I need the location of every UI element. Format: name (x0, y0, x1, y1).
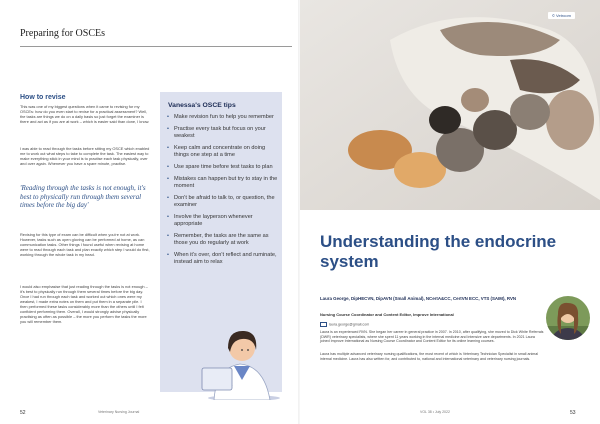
body-paragraph-1: This was one of my biggest questions when it came to revising for my OSCEs: how do you even start to revise for a practical assessment? Well, the tasks are things we do on a daily basis so just forget the examiner is there and act as if you are at work – which is easier said than done, I know. (20, 104, 150, 124)
nurse-illustration (200, 308, 282, 400)
tips-title: Vanessa's OSCE tips (168, 102, 236, 109)
volume-info: VOL 38 • July 2022 (420, 410, 450, 414)
kittens-photo (300, 0, 600, 210)
tip-item: • Practise every task but focus on your weakest (166, 126, 280, 140)
tip-item: • When it's over, don't reflect and ruminate, instead aim to relax (166, 252, 280, 266)
article-headline: Understanding the endocrine system (320, 232, 557, 271)
tip-item: • Mistakes can happen but try to stay in the moment (166, 176, 280, 190)
left-page-number: 52 (20, 410, 26, 416)
author-email[interactable] (320, 322, 369, 327)
tip-item: • Make revision fun to help you remember (166, 114, 280, 121)
journal-name: Veterinary Nursing Journal (98, 410, 140, 414)
tips-list (166, 114, 280, 271)
how-to-heading: How to revise (20, 94, 66, 101)
author-line: Laura George, DipHECVN, DipAVN (Small Animal), NCertA&CC, CertVN ECC, VTS (SAIM), RVN (320, 296, 517, 301)
bio-paragraph-2: Laura has multiple advanced veterinary nursing qualifications, the most recent of which is Veterinary Technician Specialist in small animal internal medicine. Laura has also written for, and contributed to, national and international veterinary and veterinary nursing journals. (320, 352, 539, 361)
right-page (300, 0, 600, 424)
bio-paragraph-1: Laura is an experienced RVN. She began her career in general practice in 2007. In 2010, after qualifying, she moved to Dick White Referrals (DWR) veterinary specialists, where she spent 11 years working in the internal medicine and intensive care departments. In 2021 Laura joined Improve International as Nursing Course Coordinator and Content Editor for its online learning courses. (320, 330, 544, 344)
body-paragraph-2: I was able to read through the tasks before sitting my OSCE which enabled me to work out what steps to take to complete the task. The easiest way to make everything stick in your mind is to practise each task physically, over and over again. Whenever you have a spare minute, practise. (20, 146, 150, 166)
tip-item: • Involve the layperson whenever appropriate (166, 214, 280, 228)
photo-credit-tag: © Vetroom (548, 12, 575, 19)
section-title: Preparing for OSCEs (20, 28, 105, 39)
email-icon (320, 322, 327, 327)
header-rule (20, 46, 292, 47)
pull-quote: 'Reading through the tasks is not enough, it's best to physically run through them several times before the big day' (20, 184, 146, 209)
author-role: Nursing Course Coordinator and Content Editor, Improve International (320, 312, 454, 317)
tip-item: • Use spare time before test tasks to plan (166, 164, 280, 171)
body-paragraph-4: I would also emphasise that just reading through the tasks is not enough – it's best to physically run through them several times before the big day. Once I had run through each task and worked out which ones were my weakest, I made extra notes on them and put them in a separate pile. I then performed these tasks considerably more than the others until I felt confident performing them. Overall, I would strongly advise physically practising as often as possible – the more you perform the tasks the more you will remember them. (20, 284, 148, 324)
tip-item: • Don't be afraid to talk to, or question, the examiner (166, 195, 280, 209)
email-text[interactable]: laura.george@gmail.com (329, 322, 370, 327)
right-page-number: 53 (570, 410, 576, 416)
tip-item: • Keep calm and concentrate on doing things one step at a time (166, 145, 280, 159)
author-photo (546, 296, 590, 340)
tip-item: • Remember, the tasks are the same as those you do regularly at work (166, 233, 280, 247)
body-paragraph-3: Revising for this type of exam can be difficult when you're not at work. However, tasks such as open gloving can be performed at home, as can communication tasks. Other things I found useful when revising at home were to read through each task and plan exactly which step I would do first, working through the whole task in my head. (20, 232, 150, 257)
